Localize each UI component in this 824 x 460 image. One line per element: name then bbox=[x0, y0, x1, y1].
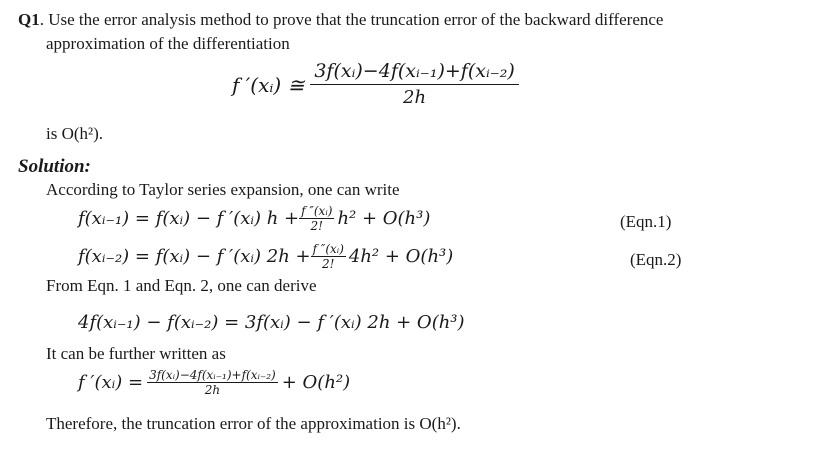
equation-1-lhs: f(xᵢ₋₁) = f(xᵢ) − f ′(xᵢ) h + bbox=[78, 207, 300, 229]
equation-2-rhs: 4h² + O(h³) bbox=[348, 245, 454, 267]
equation-1-fraction bbox=[299, 204, 334, 233]
solution-heading: Solution: bbox=[18, 156, 91, 177]
question-line-1 bbox=[18, 10, 663, 30]
equation-2-tag: (Eqn.2) bbox=[630, 250, 682, 269]
equation-2-frac-den: 2! bbox=[311, 256, 346, 271]
equation-3: 4f(xᵢ₋₁) − f(xᵢ₋₂) = 3f(xᵢ) − f ′(xᵢ) 2h + O(h³) bbox=[78, 312, 465, 333]
equation-1-frac-den: 2! bbox=[299, 218, 334, 233]
equation-4-rhs: + O(h²) bbox=[281, 371, 351, 393]
equation-1-rhs: h² + O(h³) bbox=[337, 207, 431, 229]
question-conclusion: is O(h²). bbox=[46, 124, 104, 143]
equation-4-frac-num: 3f(xᵢ)−4f(xᵢ₋₁)+f(xᵢ₋₂) bbox=[149, 368, 276, 382]
derive-text: From Eqn. 1 and Eqn. 2, one can derive bbox=[46, 276, 317, 295]
equation-4-frac-den: 2h bbox=[147, 382, 278, 397]
equation-4-fraction bbox=[147, 368, 278, 397]
question-formula-lhs: f ′(xᵢ) ≅ bbox=[232, 72, 305, 97]
question-formula-numerator: 3f(xᵢ)−4f(xᵢ₋₁)+f(xᵢ₋₂) bbox=[314, 60, 515, 82]
solution-intro: According to Taylor series expansion, one can write bbox=[46, 180, 400, 199]
equation-2-frac-num: f ″(xᵢ) bbox=[312, 242, 344, 256]
question-formula bbox=[232, 58, 519, 111]
question-text-1: . Use the error analysis method to prove that the truncation error of the backward difference bbox=[39, 10, 664, 29]
equation-4 bbox=[78, 368, 350, 397]
question-formula-fraction bbox=[310, 58, 519, 111]
equation-2-fraction bbox=[311, 242, 346, 271]
equation-1-frac-num: f ″(xᵢ) bbox=[301, 204, 333, 218]
equation-1 bbox=[78, 204, 430, 233]
question-formula-denominator: 2h bbox=[310, 84, 519, 111]
question-line-2: approximation of the differentiation bbox=[46, 34, 290, 53]
equation-2 bbox=[78, 242, 453, 271]
equation-4-lhs: f ′(xᵢ) = bbox=[78, 371, 144, 393]
equation-2-lhs: f(xᵢ₋₂) = f(xᵢ) − f ′(xᵢ) 2h + bbox=[78, 245, 311, 267]
final-statement: Therefore, the truncation error of the approximation is O(h²). bbox=[46, 414, 461, 433]
equation-1-tag: (Eqn.1) bbox=[620, 212, 672, 231]
question-label: Q1 bbox=[18, 10, 40, 29]
further-text: It can be further written as bbox=[46, 344, 226, 363]
